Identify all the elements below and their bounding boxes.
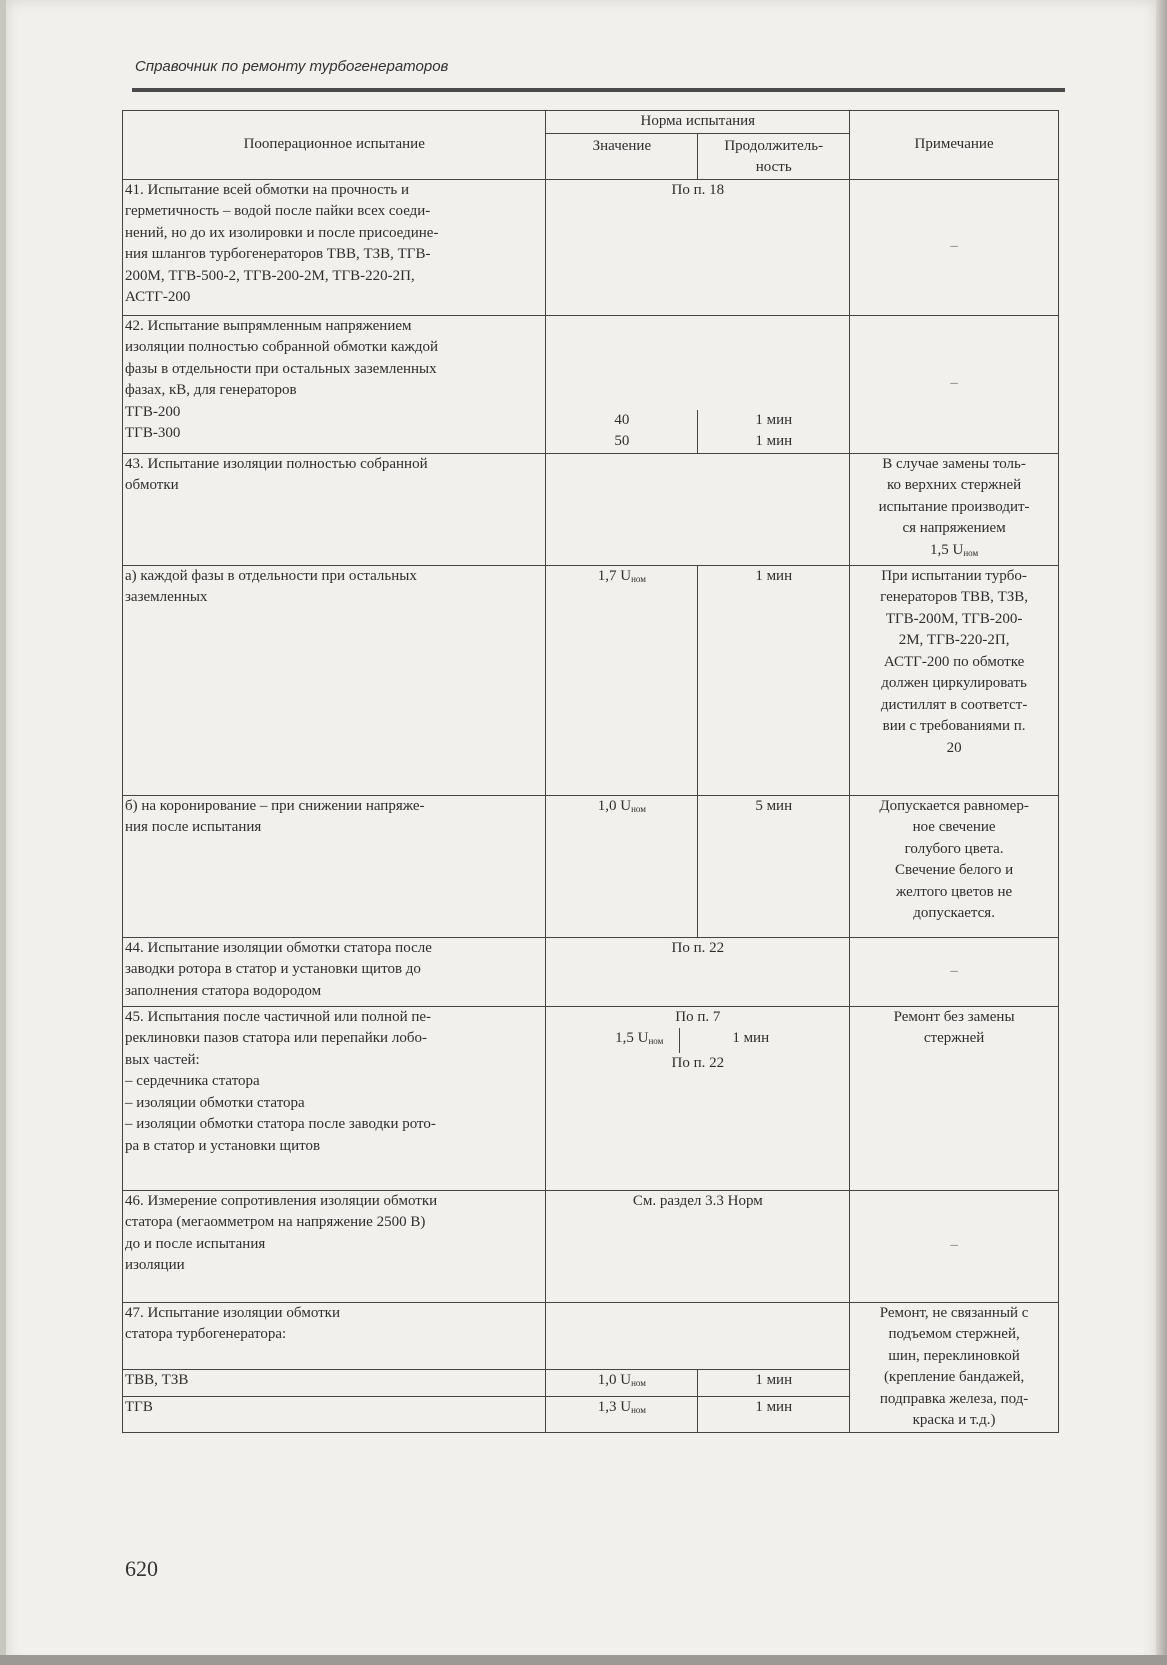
row-47-tgv-label: ТГВ xyxy=(123,1396,546,1432)
header-duration xyxy=(698,133,850,179)
row-43a-note-line-2: генераторов ТВВ, ТЗВ, xyxy=(880,589,1029,605)
header-norm: Норма испытания xyxy=(546,111,850,134)
row-47-note xyxy=(850,1302,1059,1432)
row-41-note: – xyxy=(850,179,1059,315)
row-43b-value xyxy=(546,795,698,937)
row-42-value-2: 50 xyxy=(614,433,630,449)
row-43-line-1: 43. Испытание изоляции полностью собранной xyxy=(125,455,428,472)
header-duration-line-2: ность xyxy=(755,159,792,175)
row-41-line-1: 41. Испытание всей обмотки на прочность и xyxy=(125,181,409,198)
row-47-description xyxy=(123,1302,546,1370)
row-42-duration-2: 1 мин xyxy=(755,433,793,449)
row-47-tvv-value-sub: ном xyxy=(631,1378,646,1389)
row-42-line-6: ТГВ-300 xyxy=(125,425,181,441)
row-43a-note-line-8: вии с требованиями п. xyxy=(882,718,1026,734)
row-41-line-3: нений, но до их изолировки и после присоедине- xyxy=(125,224,439,241)
row-47-tgv-duration: 1 мин xyxy=(698,1396,850,1432)
row-45-line-4: – сердечника статора xyxy=(125,1073,260,1089)
row-46-line-1: 46. Измерение сопротивления изоляции обмотки xyxy=(125,1192,438,1209)
row-44-line-1: 44. Испытание изоляции обмотки статора после xyxy=(125,939,432,956)
test-norms-table xyxy=(122,110,1059,1433)
table-row xyxy=(123,315,1059,453)
row-46-line-3: до и после испытания xyxy=(125,1235,266,1252)
row-43-note-voltage-value: 1,5 U xyxy=(929,541,964,558)
row-43-note-line-1: В случае замены толь- xyxy=(882,455,1026,472)
row-42-line-5: ТГВ-200 xyxy=(125,403,181,420)
row-42-note: – xyxy=(850,315,1059,453)
row-41-description xyxy=(123,179,546,315)
row-43-note xyxy=(850,453,1059,565)
row-43a-line-2: заземленных xyxy=(125,589,208,605)
row-47-note-line-2: подъемом стержней, xyxy=(888,1326,1020,1342)
row-46-line-4: изоляции xyxy=(125,1257,185,1273)
header-row xyxy=(123,111,1059,134)
row-47-note-line-5: подправка железа, под- xyxy=(879,1390,1029,1407)
table-row xyxy=(123,1190,1059,1302)
row-43-note-voltage xyxy=(852,540,1056,565)
row-42-description xyxy=(123,315,546,453)
row-45-value-text: 1,5 U xyxy=(615,1030,649,1046)
row-43b-duration: 5 мин xyxy=(698,795,850,937)
row-41-line-2: герметичность – водой после пайки всех соеди- xyxy=(125,203,431,219)
row-47-note-line-4: (крепление бандажей, xyxy=(883,1369,1025,1385)
row-45-norm-core: По п. 7 xyxy=(675,1008,721,1025)
row-43b-value-text: 1,0 U xyxy=(597,797,632,814)
row-44-line-2: заводки ротора в статор и установки щитов до xyxy=(125,961,421,977)
row-47-tvv-duration: 1 мин xyxy=(698,1370,850,1396)
row-43-note-line-3: испытание производит- xyxy=(878,498,1030,515)
row-45-norm xyxy=(546,1006,850,1190)
row-46-description xyxy=(123,1190,546,1302)
row-45-value-sub: ном xyxy=(648,1036,664,1046)
row-47-line-1: 47. Испытание изоляции обмотки xyxy=(125,1304,340,1321)
row-43a-value-text: 1,7 U xyxy=(597,567,632,584)
row-43a-value xyxy=(546,565,698,795)
row-43a-note-line-5: АСТГ-200 по обмотке xyxy=(883,653,1025,670)
row-42-line-3: фазы в отдельности при остальных заземленных xyxy=(125,360,437,377)
header-operation: Пооперационное испытание xyxy=(123,111,546,180)
table-row xyxy=(123,453,1059,565)
row-43a-note-line-3: ТГВ-200М, ТГВ-200- xyxy=(885,610,1023,627)
row-46-line-2: статора (мегаомметром на напряжение 2500 В) xyxy=(125,1214,426,1230)
row-43a-description xyxy=(123,565,546,795)
page-edge xyxy=(1156,0,1167,1665)
row-43b-description xyxy=(123,795,546,937)
row-41-line-6: АСТГ-200 xyxy=(125,289,191,305)
row-46-note: – xyxy=(850,1190,1059,1302)
row-47-note-line-6: краска и т.д.) xyxy=(912,1412,996,1428)
row-45-note xyxy=(850,1006,1059,1190)
row-43a-note-line-6: должен циркулировать xyxy=(881,675,1027,691)
row-47-note-line-3: шин, переклиновкой xyxy=(888,1347,1020,1364)
row-43a-value-sub: ном xyxy=(631,573,646,584)
table-row xyxy=(123,937,1059,1006)
row-45-line-3: вых частей: xyxy=(125,1051,200,1068)
row-45-line-1: 45. Испытания после частичной или полной пе- xyxy=(125,1008,432,1025)
row-46-norm: См. раздел 3.3 Норм xyxy=(546,1190,850,1302)
row-43-note-voltage-sub: ном xyxy=(963,547,979,558)
row-44-norm: По п. 22 xyxy=(546,937,850,1006)
row-47-note-line-1: Ремонт, не связанный с xyxy=(879,1304,1029,1321)
header-note: Примечание xyxy=(850,111,1059,180)
row-45-line-5: – изоляции обмотки статора xyxy=(125,1094,305,1111)
row-47-tgv-value-sub: ном xyxy=(631,1404,646,1415)
row-43a-note-line-9: 20 xyxy=(946,739,962,756)
row-45-description xyxy=(123,1006,546,1190)
row-47-tgv-value-text: 1,3 U xyxy=(597,1398,632,1415)
row-42-line-1: 42. Испытание выпрямленным напряжением xyxy=(125,317,412,334)
row-42-line-2: изоляции полностью собранной обмотки каждой xyxy=(125,339,439,355)
table-row xyxy=(123,565,1059,795)
row-45-value xyxy=(546,1028,680,1053)
row-47-norm-empty xyxy=(546,1302,850,1370)
row-43b-note-line-3: голубого цвета. xyxy=(904,840,1004,857)
table-row xyxy=(123,1302,1059,1370)
row-44-note: – xyxy=(850,937,1059,1006)
row-45-line-6: – изоляции обмотки статора после заводки рото- xyxy=(125,1116,436,1132)
row-45-note-line-2: стержней xyxy=(923,1030,985,1046)
row-43-line-2: обмотки xyxy=(125,477,179,493)
header-rule xyxy=(132,88,1065,92)
row-47-tvv-value-text: 1,0 U xyxy=(597,1372,632,1389)
header-value: Значение xyxy=(546,133,698,179)
row-42-norm xyxy=(546,315,850,453)
row-43b-line-1: б) на коронирование – при снижении напряже- xyxy=(125,797,425,814)
row-43b-note-line-1: Допускается равномер- xyxy=(879,797,1029,814)
row-43b-line-2: ния после испытания xyxy=(125,819,262,835)
row-41-norm: По п. 18 xyxy=(546,179,850,315)
row-47-tvv-label: ТВВ, ТЗВ xyxy=(123,1370,546,1396)
row-43a-line-1: а) каждой фазы в отдельности при остальных xyxy=(125,567,417,584)
row-43-norm-empty xyxy=(546,453,850,565)
row-44-line-3: заполнения статора водородом xyxy=(125,982,322,999)
row-43b-note-line-2: ное свечение xyxy=(912,819,996,835)
row-45-note-line-1: Ремонт без замены xyxy=(893,1008,1015,1025)
row-43-description xyxy=(123,453,546,565)
row-42-duration-1: 1 мин xyxy=(755,411,793,428)
row-45-line-7: ра в статор и установки щитов xyxy=(125,1137,321,1154)
row-41-line-5: 200М, ТГВ-500-2, ТГВ-200-2М, ТГВ-220-2П, xyxy=(125,267,415,284)
table-row xyxy=(123,1006,1059,1190)
row-43b-note xyxy=(850,795,1059,937)
row-43b-value-sub: ном xyxy=(631,803,646,814)
row-45-norm-after: По п. 22 xyxy=(671,1054,725,1071)
running-head: Справочник по ремонту турбогенераторов xyxy=(135,58,449,75)
row-43-note-line-2: ко верхних стержней xyxy=(886,477,1022,493)
table-row xyxy=(123,179,1059,315)
row-43a-note-line-7: дистиллят в соответст- xyxy=(880,696,1028,713)
row-43b-note-line-6: допускается. xyxy=(913,905,995,921)
row-44-description xyxy=(123,937,546,1006)
row-43a-note-line-4: 2М, ТГВ-220-2П, xyxy=(898,632,1010,648)
row-43a-note-line-1: При испытании турбо- xyxy=(881,567,1027,584)
row-43b-note-line-5: желтого цветов не xyxy=(895,883,1013,900)
row-47-tgv-value xyxy=(546,1396,698,1432)
table-row xyxy=(123,795,1059,937)
row-43b-note-line-4: Свечение белого и xyxy=(895,862,1014,878)
row-43-note-line-4: ся напряжением xyxy=(902,520,1006,536)
row-45-duration: 1 мин xyxy=(732,1030,770,1046)
page-number: 620 xyxy=(125,1556,158,1581)
header-duration-line-1: Продолжитель- xyxy=(724,137,824,154)
row-41-line-4: ния шлангов турбогенераторов ТВВ, ТЗВ, ТГВ- xyxy=(125,246,431,262)
bottom-edge xyxy=(0,1655,1167,1665)
row-47-tvv-value xyxy=(546,1370,698,1396)
row-42-line-4: фазах, кВ, для генераторов xyxy=(125,382,297,398)
row-43a-duration: 1 мин xyxy=(698,565,850,795)
row-47-line-2: статора турбогенератора: xyxy=(125,1326,287,1342)
row-43a-note xyxy=(850,565,1059,795)
row-45-line-2: реклиновки пазов статора или перепайки лобо- xyxy=(125,1030,427,1046)
row-42-value-1: 40 xyxy=(614,411,630,428)
